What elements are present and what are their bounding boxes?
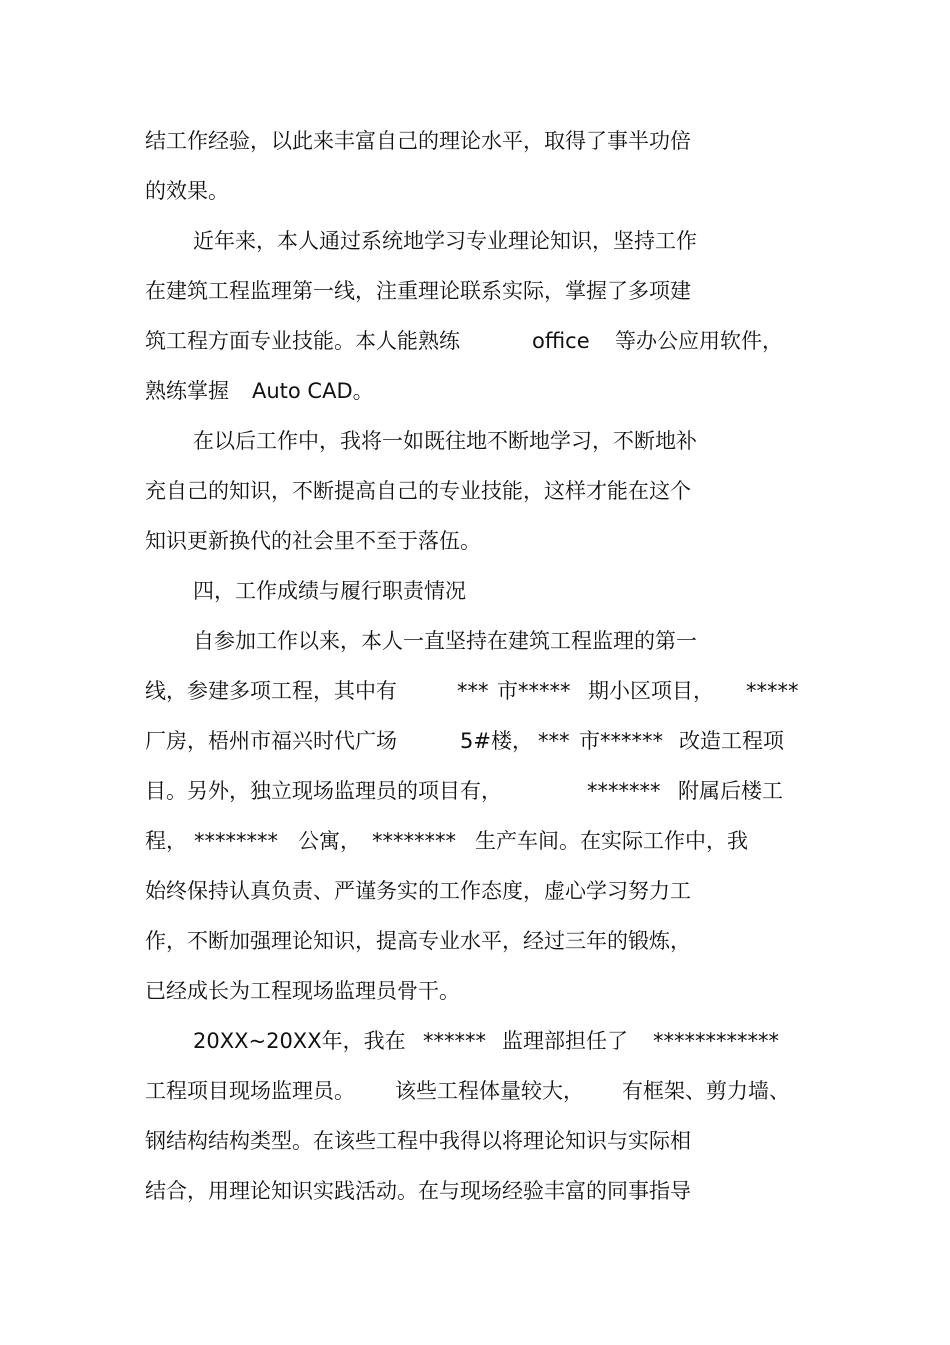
text-segment: 在建筑工程监理第一线，注重理论联系实际，掌握了多项建 [145,279,691,303]
text-line [0,874,691,908]
section-heading [0,574,466,608]
text-segment: 筑工程方面专业技能。本人能熟练 [145,329,460,353]
text-segment: 线，参建多项工程，其中有 [145,679,397,703]
text-segment: 近年来，本人通过系统地学习专业理论知识，坚持工作 [193,229,697,253]
text-segment: 的效果。 [145,179,229,203]
text-line [0,774,783,808]
text-segment: 结工作经验，以此来丰富自己的理论水平，取得了事半功倍 [145,129,691,153]
text-segment: ****** [423,1029,486,1053]
text-segment: 已经成长为工程现场监理员骨干。 [145,979,460,1003]
text-segment: 改造工程项 [679,729,784,753]
text-segment: ******* [587,779,661,803]
text-segment: office [532,329,590,353]
text-line [0,1074,790,1108]
text-line [0,124,691,158]
text-segment: 目。另外，独立现场监理员的项目有， [145,779,502,803]
text-segment: 程， [145,829,187,853]
text-line [0,524,481,558]
text-segment: 结合，用理论知识实践活动。在与现场经验丰富的同事指导 [145,1179,691,1203]
text-segment: Auto CAD。 [252,379,374,403]
text-segment: 监理部担任了 [502,1029,628,1053]
text-segment: 生产车间。在实际工作中，我 [475,829,748,853]
text-segment: 作，不断加强理论知识，提高专业水平，经过三年的锻炼， [145,929,691,953]
text-segment: 该些工程体量较大， [395,1079,584,1103]
text-segment: 充自己的知识，不断提高自己的专业技能，这样才能在这个 [145,479,691,503]
text-segment: *** [457,679,489,703]
text-line [0,374,374,408]
text-line [0,324,783,358]
text-segment: ******** [194,829,278,853]
text-segment: 工程项目现场监理员。 [145,1079,355,1103]
text-segment: ******** [372,829,456,853]
text-segment: 知识更新换代的社会里不至于落伍。 [145,529,481,553]
text-line [0,824,748,858]
text-segment: 有框架、剪力墙、 [622,1079,790,1103]
text-segment: 在以后工作中，我将一如既往地不断地学习，不断地补 [193,429,697,453]
text-line [0,1174,691,1208]
text-segment: 四，工作成绩与履行职责情况 [193,579,466,603]
text-segment: 熟练掌握 [145,379,229,403]
text-segment: 始终保持认真负责、严谨务实的工作态度，虚心学习努力工 [145,879,691,903]
text-segment: 市***** [497,679,571,703]
text-line [0,1024,779,1058]
text-segment: 期小区项目， [588,679,714,703]
text-line [0,924,691,958]
text-line [0,274,691,308]
text-line [0,1124,691,1158]
text-line [0,674,799,708]
text-line [0,474,691,508]
text-segment: 5#楼， [460,729,533,753]
text-line [0,424,697,458]
text-line [0,724,784,758]
text-segment: 自参加工作以来，本人一直坚持在建筑工程监理的第一 [193,629,697,653]
text-segment: 钢结构结构类型。在该些工程中我得以将理论知识与实际相 [145,1129,691,1153]
text-line [0,624,697,658]
text-segment: 等办公应用软件， [615,329,783,353]
text-line [0,974,460,1008]
text-segment: *** [538,729,570,753]
text-segment: ***** [746,679,799,703]
text-segment: 20XX~20XX年，我在 [193,1029,406,1053]
text-segment: 厂房，梧州市福兴时代广场 [145,729,397,753]
text-segment: 附属后楼工 [678,779,783,803]
text-segment: 公寓， [298,829,361,853]
text-line [0,174,229,208]
text-segment: ************ [653,1029,779,1053]
text-line [0,224,697,258]
text-segment: 市****** [579,729,663,753]
